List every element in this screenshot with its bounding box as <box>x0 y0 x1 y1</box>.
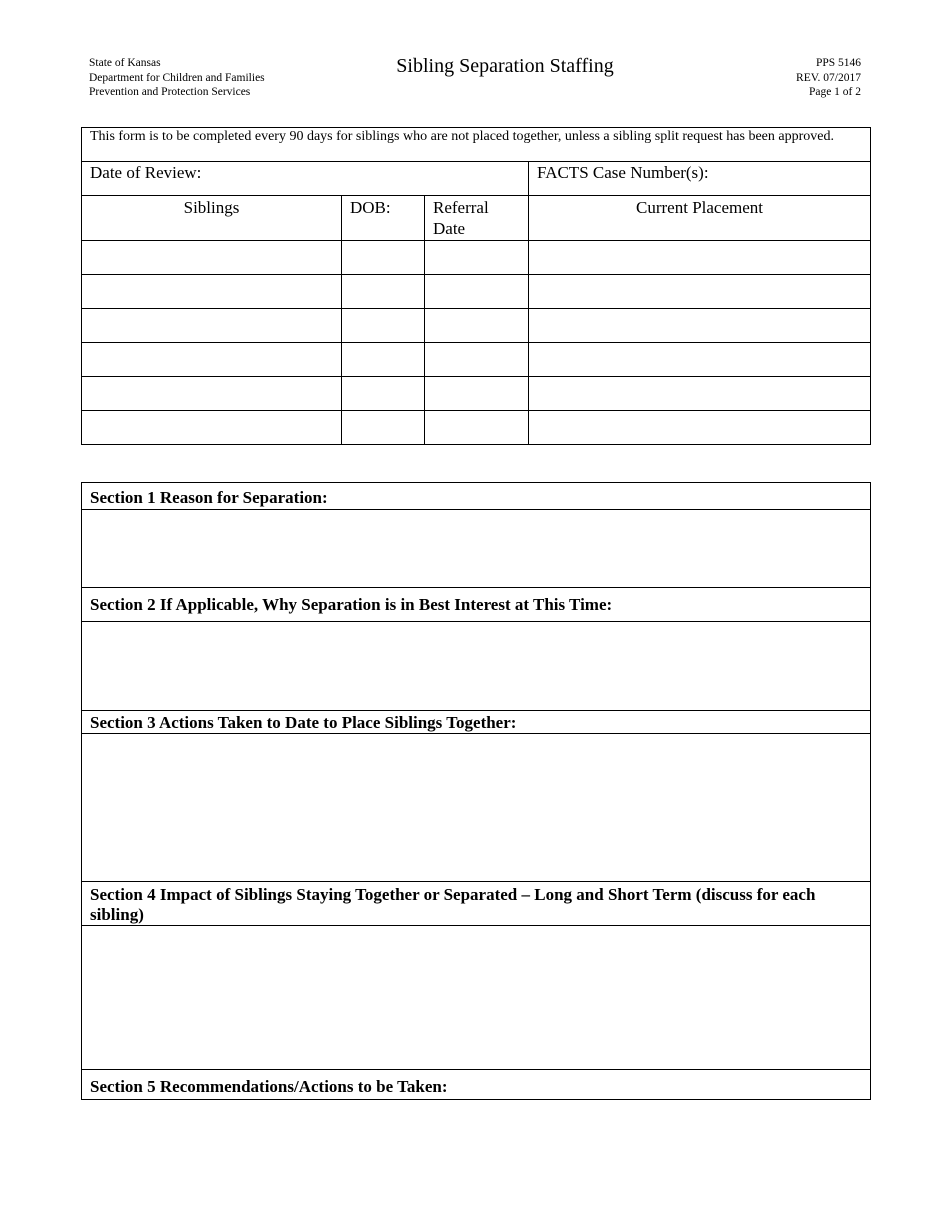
siblings-form-table <box>81 127 871 445</box>
table-row <box>82 275 871 309</box>
sibling-name-cell[interactable] <box>82 343 342 377</box>
referral-date-cell[interactable] <box>425 411 529 445</box>
dob-cell[interactable] <box>342 377 425 411</box>
sections-table <box>81 482 871 1100</box>
column-header-dob: DOB: <box>342 196 425 241</box>
agency-state: State of Kansas <box>89 57 161 69</box>
date-of-review-field[interactable] <box>82 162 529 196</box>
sibling-name-cell[interactable] <box>82 275 342 309</box>
form-number: PPS 5146 <box>815 57 861 69</box>
dob-cell[interactable] <box>342 241 425 275</box>
referral-date-cell[interactable] <box>425 309 529 343</box>
section-3-response-field[interactable] <box>82 734 871 882</box>
page-number: Page 1 of 2 <box>808 86 861 98</box>
table-row <box>82 309 871 343</box>
current-placement-cell[interactable] <box>529 275 871 309</box>
sibling-name-cell[interactable] <box>82 309 342 343</box>
date-of-review-label: Date of Review: <box>90 163 202 182</box>
facts-case-number-label: FACTS Case Number(s): <box>537 163 709 182</box>
current-placement-cell[interactable] <box>529 411 871 445</box>
table-row <box>82 411 871 445</box>
current-placement-cell[interactable] <box>529 343 871 377</box>
referral-date-cell[interactable] <box>425 343 529 377</box>
column-header-current-placement: Current Placement <box>529 196 871 241</box>
dob-cell[interactable] <box>342 411 425 445</box>
instructions-text: This form is to be completed every 90 days for siblings who are not placed together, unless a sibling split request has been approved. <box>82 128 871 162</box>
section-2-heading: Section 2 If Applicable, Why Separation is in Best Interest at This Time: <box>82 588 871 622</box>
page-title: Sibling Separation Staffing <box>396 55 614 77</box>
section-5-heading: Section 5 Recommendations/Actions to be Taken: <box>82 1070 871 1100</box>
table-row <box>82 343 871 377</box>
current-placement-cell[interactable] <box>529 377 871 411</box>
facts-case-number-field[interactable] <box>529 162 871 196</box>
dob-cell[interactable] <box>342 343 425 377</box>
section-1-response-field[interactable] <box>82 510 871 588</box>
dob-cell[interactable] <box>342 309 425 343</box>
column-header-referral-date: Referral Date <box>425 196 529 241</box>
agency-division: Prevention and Protection Services <box>89 86 251 98</box>
referral-date-cell[interactable] <box>425 275 529 309</box>
section-2-response-field[interactable] <box>82 622 871 711</box>
form-id-block <box>796 56 861 100</box>
referral-date-cell[interactable] <box>425 377 529 411</box>
section-4-response-field[interactable] <box>82 926 871 1070</box>
section-4-heading: Section 4 Impact of Siblings Staying Together or Separated – Long and Short Term (discuss for each sibling) <box>82 882 871 926</box>
dob-cell[interactable] <box>342 275 425 309</box>
sibling-name-cell[interactable] <box>82 377 342 411</box>
section-1-heading: Section 1 Reason for Separation: <box>82 483 871 510</box>
section-3-heading: Section 3 Actions Taken to Date to Place Siblings Together: <box>82 711 871 734</box>
sibling-name-cell[interactable] <box>82 411 342 445</box>
referral-date-cell[interactable] <box>425 241 529 275</box>
form-revision: REV. 07/2017 <box>796 71 861 84</box>
table-row <box>82 377 871 411</box>
agency-department: Department for Children and Families <box>89 71 265 84</box>
current-placement-cell[interactable] <box>529 309 871 343</box>
sibling-name-cell[interactable] <box>82 241 342 275</box>
table-row <box>82 241 871 275</box>
current-placement-cell[interactable] <box>529 241 871 275</box>
column-header-siblings: Siblings <box>82 196 342 241</box>
